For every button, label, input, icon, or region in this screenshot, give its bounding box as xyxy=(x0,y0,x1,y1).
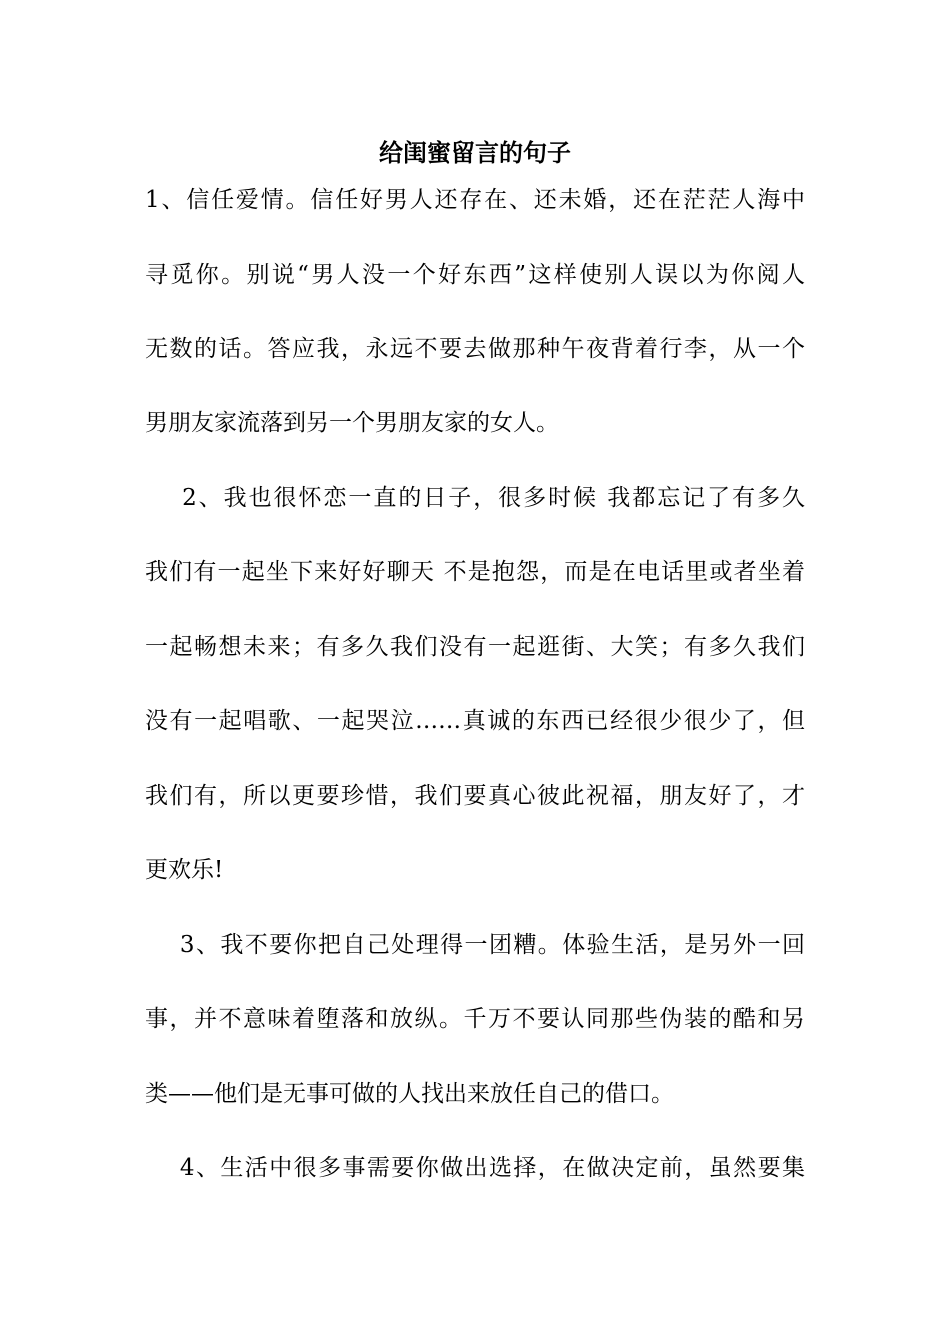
paragraph-4-line-1: 4、生活中很多事需要你做出选择，在做决定前，虽然要集 xyxy=(145,1155,805,1181)
paragraph-2-line-6: 更欢乐! xyxy=(145,857,224,883)
paragraph-3-line-2: 事，并不意味着堕落和放纵。千万不要认同那些伪装的酷和另 xyxy=(145,1006,805,1032)
paragraph-2-line-2: 我们有一起坐下来好好聊天 不是抱怨，而是在电话里或者坐着 xyxy=(145,559,805,585)
paragraph-1-line-1: 1、信任爱情。信任好男人还存在、还未婚，还在茫茫人海中 xyxy=(145,187,805,213)
paragraph-1-line-4: 男朋友家流落到另一个男朋友家的女人。 xyxy=(145,410,559,436)
paragraph-1-line-2: 寻觅你。别说“男人没一个好东西”这样使别人误以为你阅人 xyxy=(145,262,805,288)
document-title: 给闺蜜留言的句子 xyxy=(379,138,571,167)
paragraph-2-line-5: 我们有，所以更要珍惜，我们要真心彼此祝福，朋友好了，才 xyxy=(145,783,805,809)
paragraph-2-line-4: 没有一起唱歌、一起哭泣……真诚的东西已经很少很少了，但 xyxy=(145,708,805,734)
paragraph-2-line-3: 一起畅想未来；有多久我们没有一起逛街、大笑；有多久我们 xyxy=(145,634,805,660)
paragraph-1-line-3: 无数的话。答应我，永远不要去做那种午夜背着行李，从一个 xyxy=(145,336,805,362)
paragraph-3-line-3: 类——他们是无事可做的人找出来放任自己的借口。 xyxy=(145,1081,674,1107)
paragraph-2-line-1: 2、我也很怀恋一直的日子，很多时候 我都忘记了有多久 xyxy=(145,485,805,511)
paragraph-3-line-1: 3、我不要你把自己处理得一团糟。体验生活，是另外一回 xyxy=(145,932,805,958)
